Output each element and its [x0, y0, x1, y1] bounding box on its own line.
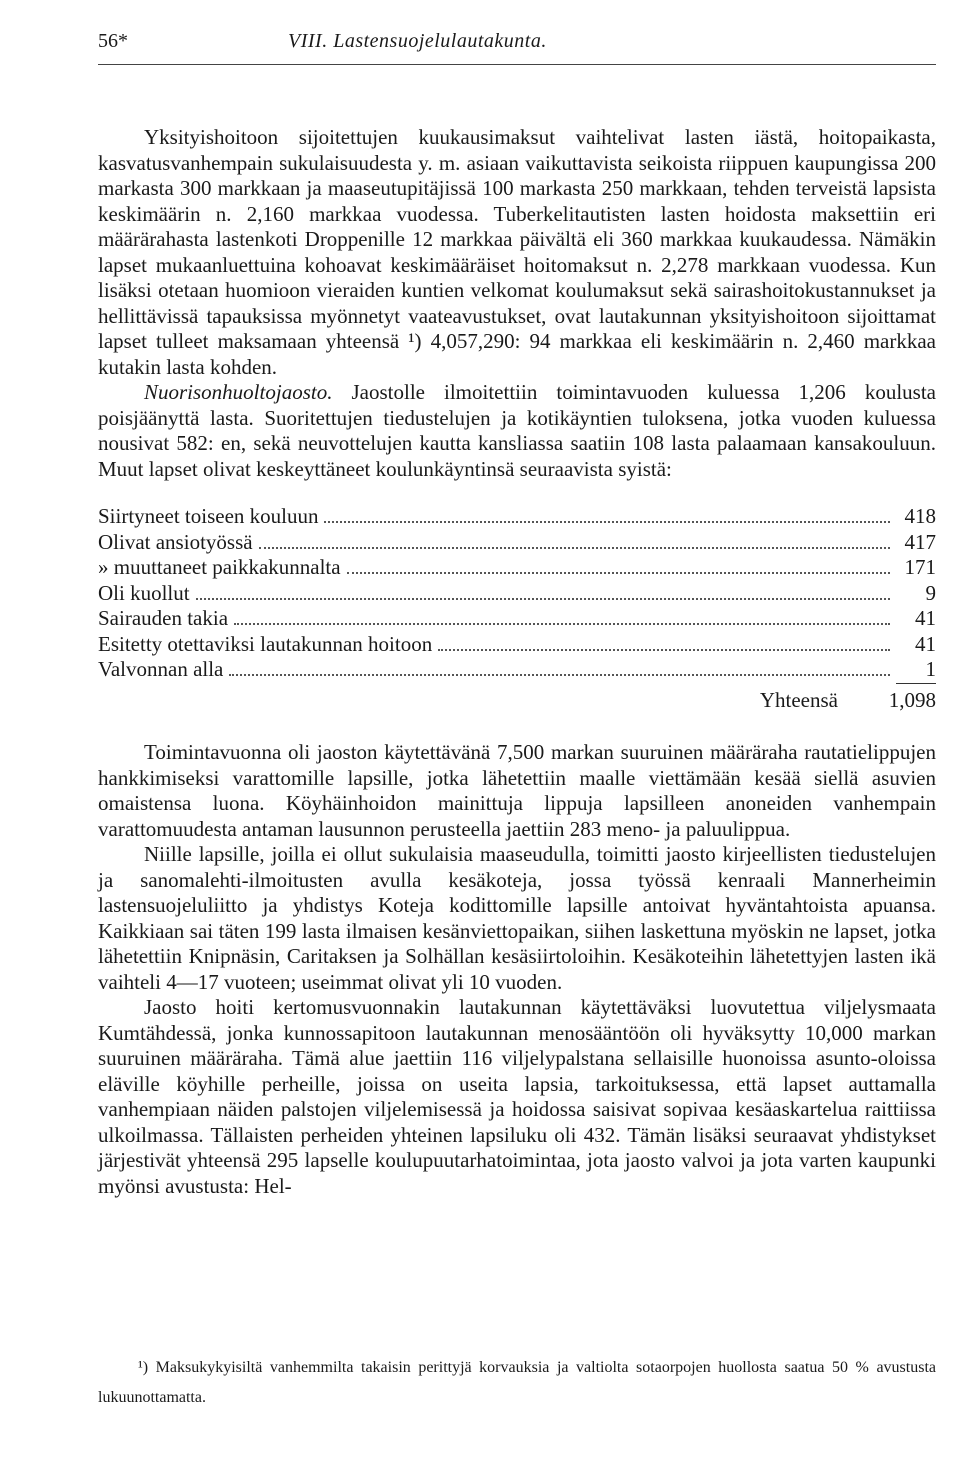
page-header: [98, 30, 936, 60]
reason-label: Oli kuollut: [98, 580, 190, 605]
footnote-text: ¹) Maksukykyisiltä vanhemmilta takaisin perittyjä korvauksia ja valtiolta sotaorpojen huollosta saatua 50 % avustusta lukuunottamatta.: [98, 1359, 936, 1406]
reasons-list: [98, 504, 936, 713]
paragraph: Toimintavuonna oli jaoston käytettävänä 7,500 markan suuruinen määräraha rautatielippujen hankkimiseksi varattomille lapsille, jotka lähetettiin maalle viettämään kesää siellä asuvien omaistensa luona. Köyhäinhoidon mainittuja lippuja lapsilleen anoneiden vanhempain varattomuudesta antaman lausunnon perusteella jaettiin 283 meno- ja paluulippua.: [98, 740, 936, 841]
page-number: 56*: [98, 30, 128, 52]
reason-value: 1: [896, 657, 936, 684]
reason-label: Sairauden takia: [98, 606, 229, 630]
paragraph: Jaosto hoiti kertomusvuonnakin lautakunnan käytettäväksi luovutettua viljelysmaata Kumtähdessä, jonka kunnossapitoon lautakunnan menosääntöön oli hyväksytty 10,000 markan suuruinen määräraha. Tämä alue jaettiin 116 viljelypalstana sellaisille huonoissa asunto-oloissa eläville köyhille perheille, joissa on useita lapsia, tarkoituksessa, että lapset auttamalla vanhempiaan näiden palstojen viljelemisessä ja hoidossa saisivat sopivaa kesäaskartelua raittiissa ulkoilmassa. Tällaisten perheiden yhteinen lapsiluku oli 432. Tämän lisäksi seuraavat yhdistykset järjestivät yhteensä 295 lapselle koulupuutarhatoimintaa, jota jaosto valvoi ja jota varten kaupunki myönsi avustusta: Hel-: [98, 995, 936, 1198]
section-paragraph: [98, 380, 936, 482]
list-item: [98, 581, 936, 607]
total-label: Yhteensä: [759, 687, 838, 712]
reason-label: Siirtyneet toiseen kouluun: [98, 504, 319, 528]
dot-leader: [259, 547, 890, 549]
list-item: [98, 504, 936, 530]
reason-value: 417: [904, 529, 936, 554]
body-text-lower: [98, 740, 936, 1199]
reason-value: 171: [904, 555, 936, 579]
reason-value: 418: [904, 504, 936, 528]
reason-value: 9: [925, 580, 936, 605]
section-text: Jaostolle ilmoitettiin toimintavuoden kuluessa 1,206 koulusta poisjäänyttä lasta. Suoritettujen tiedustelujen ja kotikäyntien tuloksena, jotka vuoden kuluessa nousivat 582: en, sekä neuvottelujen kautta kansliassa saatiin 108 lasta palaamaan kansakouluun. Muut lapset olivat keskeyttäneet koulunkäyntinsä seuraavista syistä:: [98, 380, 936, 481]
list-item: [98, 606, 936, 632]
list-item: [98, 657, 936, 684]
running-head: VIII. Lastensuojelulautakunta.: [288, 30, 547, 52]
dot-leader: [229, 674, 890, 676]
total-row: [98, 688, 936, 714]
list-item: [98, 632, 936, 658]
dot-leader: [234, 623, 890, 625]
footnote: [98, 1353, 936, 1413]
total-value: 1,098: [888, 687, 936, 712]
dot-leader: [438, 649, 890, 651]
header-rule: [98, 64, 936, 65]
paragraph: Niille lapsille, joilla ei ollut sukulaisia maaseudulla, toimitti jaosto kirjeellisten tiedustelujen ja sanomalehti-ilmoitusten avulla kesäkoteja, jossa työssä kenraali Mannerheimin lastensuojeluliitto ja yhdistys Koteja kodittomille lapsille antoivat hyväntahtoista apuansa. Kaikkiaan sai täten 199 lasta ilmaisen kesänviettopaikan, siihen laskettuna myöskin ne lapset, jotka lähetettiin Knipnäsin, Caritaksen ja Solhällan kesäsiirtoloihin. Kesäkoteihin lähetettyjen lasten ikä vaihteli 4—17 vuoteen; useimmat olivat yli 10 vuoden.: [98, 842, 936, 994]
document-page: [98, 30, 936, 1199]
reason-label: Esitetty otettaviksi lautakunnan hoitoon: [98, 631, 433, 656]
list-item: [98, 555, 936, 581]
body-text: [98, 125, 936, 482]
dot-leader: [196, 598, 890, 600]
list-item: [98, 530, 936, 556]
section-title: Nuorisonhuoltojaosto.: [144, 380, 333, 404]
reason-label: Olivat ansiotyössä: [98, 529, 253, 554]
paragraph: Yksityishoitoon sijoitettujen kuukausimaksut vaihtelivat lasten iästä, hoitopaikasta, kasvatusvanhempain sukulaisuudesta y. m. asiaan vaikuttavista seikoista riippuen kaupungissa 200 markasta 300 markkaan ja maaseutupitäjissä 100 markasta 250 markkaan, tehden terveistä lapsista keskimäärin n. 2,160 markkaa vuodessa. Tuberkelitautisten lasten hoidosta maksettiin eri määrärahasta lastenkoti Droppenille 12 markkaa päivältä eli 360 markkaa kuukaudessa. Nämäkin lapset mukaanluettuina kohoavat keskimääräiset hoitomaksut n. 2,278 markkaan vuodessa. Kun lisäksi otetaan huomioon vieraiden kuntien velkomat koulumaksut sekä sairashoitokustannukset ja hellittävissä tapauksissa myönnetyt vaateavustukset, ovat lautakunnan yksityishoitoon sijoittamat lapset tulleet maksamaan yhteensä ¹) 4,057,290: 94 markkaa eli keskimäärin n. 2,460 markkaa kutakin lasta kohden.: [98, 125, 936, 379]
reason-value: 41: [915, 606, 936, 630]
reason-label: » muuttaneet paikkakunnalta: [98, 555, 341, 579]
dot-leader: [347, 572, 890, 574]
reason-value: 41: [915, 631, 936, 656]
dot-leader: [324, 521, 890, 523]
reason-label: Valvonnan alla: [98, 657, 224, 681]
